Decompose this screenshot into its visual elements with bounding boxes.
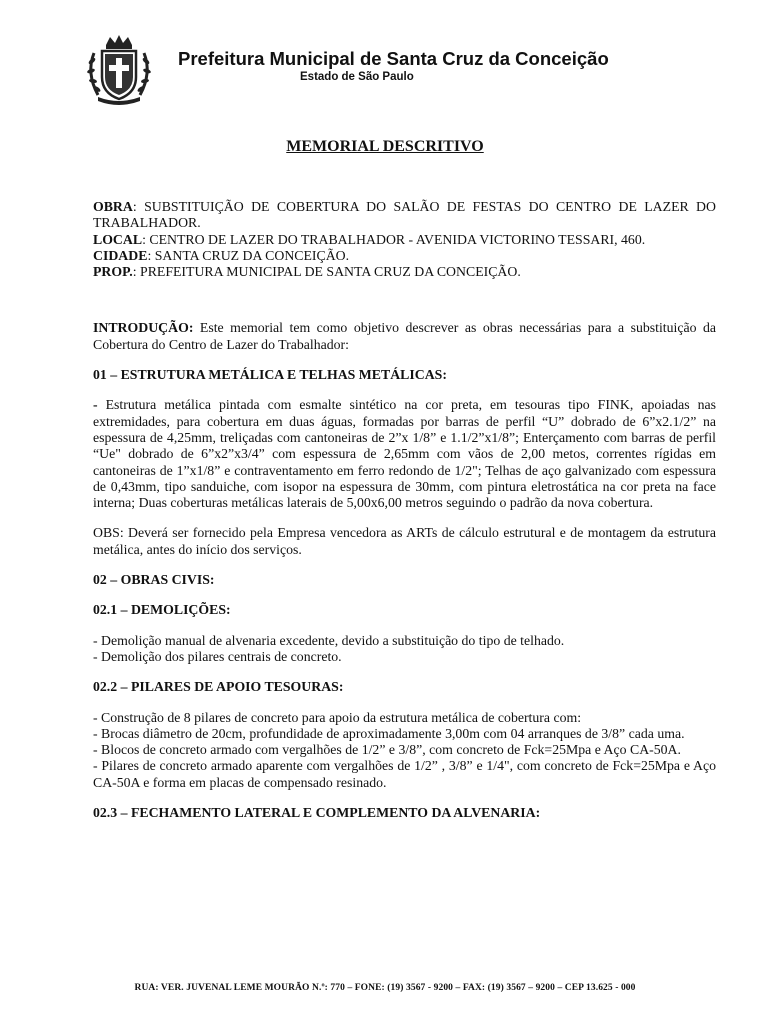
list-item: - Demolição dos pilares centrais de concreto. <box>93 648 342 664</box>
section-01-obs: OBS: Deverá ser fornecido pela Empresa vencedora as ARTs de cálculo estrutural e de montagem da estrutura metálica, antes do início dos serviços. <box>93 525 716 557</box>
section-01-paragraph: - Estrutura metálica pintada com esmalte sintético na cor preta, em tesouras tipo FINK, apoiadas nas extremidades, para cobertura em duas águas, formadas por barras de perfil “U” dobrado de 6”x2.1/2” na espessura de 4,25mm, treliçadas com cantoneiras de 2”x 1/8” e 1.1/2”x1/8”; Enterçamento com barras de perfil “Ue" dobrado de 6”x2”x3/4” com espessura de 2,65mm com vãos de 2,00 metos, correntes rígidas em cantoneiras de 1”x1/8” e contraventamento em ferro redondo de 1/2"; Telhas de aço galvanizado com espessura de 0,43mm, tipo sanduiche, com isopor na espessura de 30mm, com pintura eletrostática na cor preta na face interna; Duas coberturas metálicas laterais de 5,00x6,00 metros seguindo o padrão da nova cobertura. <box>93 397 716 511</box>
cidade-label: CIDADE <box>93 247 148 263</box>
list-item: - Blocos de concreto armado com vergalhões de 1/2” e 3/8”, com concreto de Fck=25Mpa e Aço CA-50A. <box>93 742 681 758</box>
list-item: - Construção de 8 pilares de concreto para apoio da estrutura metálica de cobertura com: <box>93 709 582 725</box>
local-text: : CENTRO DE LAZER DO TRABALHADOR - AVENIDA VICTORINO TESSARI, 460. <box>142 231 646 247</box>
section-01-heading: 01 – ESTRUTURA METÁLICA E TELHAS METÁLICAS: <box>93 367 447 383</box>
header-subtitle: Estado de São Paulo <box>300 71 414 83</box>
municipal-crest-icon <box>84 33 154 105</box>
intro-text: Este memorial tem como objetivo descrever as obras necessárias para a substituição da Cobertura do Centro de Lazer do Trabalhador: <box>93 320 716 352</box>
list-item: - Pilares de concreto armado aparente com vergalhões de 1/2” , 3/8” e 1/4", com concreto de Fck=25Mpa e Aço CA-50A e forma em placas de compensado resinado. <box>93 758 716 790</box>
document-title: MEMORIAL DESCRITIVO <box>286 138 484 155</box>
section-02-heading: 02 – OBRAS CIVIS: <box>93 572 215 588</box>
obra-line <box>93 199 716 232</box>
intro-label: INTRODUÇÃO: <box>93 320 194 336</box>
prop-text: : PREFEITURA MUNICIPAL DE SANTA CRUZ DA CONCEIÇÃO. <box>132 264 521 280</box>
section-023-heading: 02.3 – FECHAMENTO LATERAL E COMPLEMENTO DA ALVENARIA: <box>93 805 541 821</box>
header-title: Prefeitura Municipal de Santa Cruz da Conceição <box>178 48 609 69</box>
prop-label: PROP. <box>93 264 133 280</box>
cidade-text: : SANTA CRUZ DA CONCEIÇÃO. <box>147 247 350 263</box>
local-line <box>93 232 716 248</box>
list-item: - Brocas diâmetro de 20cm, profundidade de aproximadamente 3,00m com 04 arranques de 3/8” cada uma. <box>93 725 685 741</box>
local-label: LOCAL <box>93 231 143 247</box>
footer-address: RUA: VER. JUVENAL LEME MOURÃO N.º: 770 – FONE: (19) 3567 - 9200 – FAX: (19) 3567 – 9200 – CEP 13.625 - 000 <box>134 983 636 993</box>
obra-text: : SUBSTITUIÇÃO DE COBERTURA DO SALÃO DE FESTAS DO CENTRO DE LAZER DO TRABALHADOR. <box>93 199 716 231</box>
obra-label: OBRA <box>93 199 133 214</box>
cidade-line <box>93 248 716 264</box>
section-021-heading: 02.1 – DEMOLIÇÕES: <box>93 602 231 618</box>
intro-paragraph <box>93 320 716 353</box>
prop-line <box>93 264 716 280</box>
list-item: - Demolição manual de alvenaria excedente, devido a substituição do tipo de telhado. <box>93 632 565 648</box>
section-022-heading: 02.2 – PILARES DE APOIO TESOURAS: <box>93 679 344 695</box>
document-body <box>93 199 716 821</box>
